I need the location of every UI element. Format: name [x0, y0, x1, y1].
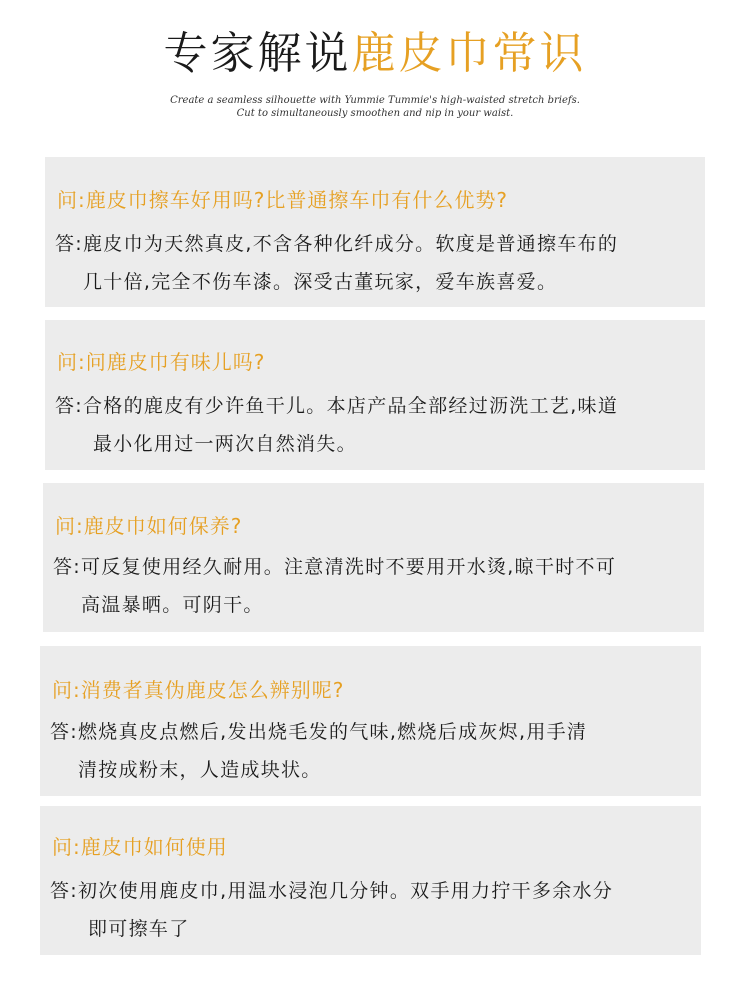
faq-question: 问:鹿皮巾擦车好用吗?比普通擦车巾有什么优势? — [57, 188, 508, 212]
faq-question: 问:问鹿皮巾有味儿吗? — [57, 350, 266, 374]
faq-answer-line-2: 最小化用过一两次自然消失。 — [93, 433, 357, 455]
faq-card-5 — [40, 806, 701, 955]
faq-answer-line-1: 答:燃烧真皮点燃后,发出烧毛发的气味,燃烧后成灰烬,用手清 — [50, 721, 588, 743]
faq-card-3 — [43, 483, 704, 632]
title-gold-part: 鹿皮巾常识 — [351, 28, 587, 79]
faq-question: 问:消费者真伪鹿皮怎么辨别呢? — [52, 678, 345, 702]
faq-card-2 — [45, 320, 705, 470]
faq-answer-line-2: 高温暴晒。可阴干。 — [81, 594, 264, 616]
page-subtitle — [0, 94, 750, 120]
faq-answer-line-1: 答:初次使用鹿皮巾,用温水浸泡几分钟。双手用力拧干多余水分 — [50, 880, 614, 902]
faq-answer — [55, 387, 695, 463]
faq-answer — [50, 872, 691, 948]
faq-answer-line-1: 答:鹿皮巾为天然真皮,不含各种化纤成分。软度是普通擦车布的 — [55, 233, 619, 255]
faq-question: 问:鹿皮巾如何保养? — [55, 514, 243, 538]
faq-answer-line-1: 答:可反复使用经久耐用。注意清洗时不要用开水烫,晾干时不可 — [53, 556, 617, 578]
faq-answer-line-1: 答:合格的鹿皮有少许鱼干儿。本店产品全部经过沥洗工艺,味道 — [55, 395, 619, 417]
subtitle-line-2: Cut to simultaneously smoothen and nip in your waist. — [236, 108, 514, 119]
faq-answer-line-2: 几十倍,完全不伤车漆。深受古董玩家，爱车族喜爱。 — [83, 271, 558, 293]
faq-answer-line-2: 清按成粉末，人造成块状。 — [78, 759, 322, 781]
faq-question: 问:鹿皮巾如何使用 — [52, 835, 228, 859]
title-black-part: 专家解说 — [163, 28, 352, 79]
page-header — [0, 26, 750, 82]
faq-answer-line-2: 即可擦车了 — [88, 918, 190, 940]
faq-answer — [53, 548, 694, 624]
faq-card-1 — [45, 157, 705, 307]
faq-answer — [50, 713, 691, 789]
page-title — [0, 26, 750, 82]
subtitle-line-1: Create a seamless silhouette with Yummie Tummie's high-waisted stretch briefs. — [170, 95, 580, 106]
faq-card-4 — [40, 646, 701, 796]
faq-answer — [55, 225, 695, 301]
